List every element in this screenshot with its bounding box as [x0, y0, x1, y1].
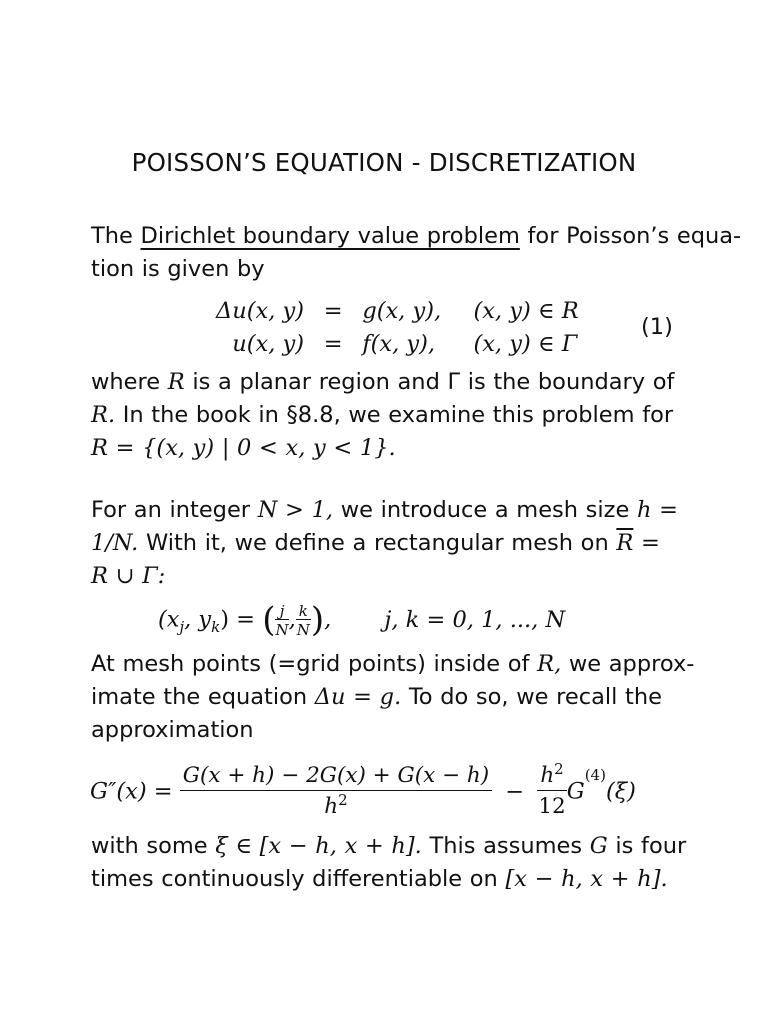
- para3-line1-text: we introduce a mesh size: [340, 497, 630, 523]
- mesh-close: ) =: [220, 606, 256, 633]
- mesh-lhs-open: (x: [158, 606, 180, 633]
- approx-lhs: G″(x) =: [90, 778, 173, 805]
- mesh-frac-j-den: N: [275, 620, 289, 639]
- para2-region-def: R = {(x, y) | 0 < x, y < 1}.: [91, 435, 396, 461]
- para2-line1-text: is a planar region and Γ is the boundary of: [192, 369, 675, 395]
- intro-paragraph: [91, 220, 742, 286]
- intro-before: The: [91, 223, 133, 249]
- approx-numerator: G(x + h) − 2G(x) + G(x − h): [180, 762, 492, 791]
- para3-one-over-N: 1/N.: [91, 530, 139, 556]
- mesh-sub-k: k: [211, 618, 221, 636]
- second-derivative-formula: [90, 759, 636, 821]
- para5-line1-start: with some: [91, 833, 208, 859]
- approx-error-h: h: [540, 763, 555, 788]
- para4-line2-end: To do so, we recall the: [408, 684, 662, 710]
- page-title: POISSON’S EQUATION - DISCRETIZATION: [131, 148, 637, 177]
- approx-error-h-exp: 2: [554, 759, 564, 778]
- approx-G: G: [566, 778, 585, 805]
- approx-error-fraction: [537, 759, 566, 821]
- mesh-frac-j-num: j: [275, 603, 288, 620]
- eq1-row1-lhs: Δu(x, y): [215, 298, 304, 324]
- mesh-close-paren: ): [310, 600, 325, 640]
- mesh-sub-j: j: [179, 618, 185, 636]
- eq1-row2-condition: (x, y) ∈ Γ: [473, 331, 578, 357]
- approx-denominator-exp: 2: [338, 790, 348, 809]
- dirichlet-link[interactable]: Dirichlet boundary value problem: [140, 223, 520, 249]
- para3-line2-text: With it, we define a rectangular mesh on: [145, 530, 609, 556]
- mesh-frac-j: [275, 603, 288, 638]
- mesh-paragraph: [91, 494, 681, 593]
- para3-union: R ∪ Γ:: [91, 563, 166, 589]
- para2-R2: R.: [91, 402, 116, 428]
- equation-row-1: [196, 298, 579, 324]
- equation-number: (1): [641, 314, 673, 340]
- approx-xi: (ξ): [605, 778, 636, 805]
- para3-line1-start: For an integer: [91, 497, 251, 523]
- mesh-frac-k: [296, 603, 311, 638]
- mesh-frac-k-num: k: [296, 603, 311, 620]
- approx-G-order: (4): [584, 766, 606, 784]
- eq1-row1-condition: (x, y) ∈ R: [473, 298, 579, 324]
- para4-line3: approximation: [91, 717, 254, 743]
- para3-Rbar: $\overline{R}$: [616, 530, 634, 556]
- para2-R: R: [167, 369, 185, 395]
- para5-line2-text: times continuously differentiable on: [91, 866, 498, 892]
- region-paragraph: [91, 366, 681, 465]
- mesh-frac-k-den: N: [296, 620, 310, 639]
- equation-row-2: [196, 331, 577, 357]
- mesh-comma-y: , y: [184, 606, 212, 633]
- mesh-open-paren: (: [262, 600, 276, 640]
- para5-xi-interval: ξ ∈ [x − h, x + h].: [215, 833, 422, 859]
- para5-line1-end: is four: [615, 833, 687, 859]
- approx-twelve: 12: [538, 794, 566, 819]
- eq1-row2-equals: =: [323, 331, 343, 357]
- assumption-paragraph: [91, 830, 687, 896]
- para3-equals: =: [640, 530, 660, 556]
- eq1-row1-rhs: g(x, y),: [362, 298, 442, 324]
- para5-G: G: [589, 833, 608, 859]
- mesh-frac-comma: ,: [288, 606, 296, 633]
- para4-equation: Δu = g.: [314, 684, 402, 710]
- para4-line1-start: At mesh points (=grid points) inside of: [91, 651, 530, 677]
- para2-where: where: [91, 369, 161, 395]
- approx-minus: −: [505, 778, 525, 805]
- para4-line1-end: we approx-: [568, 651, 695, 677]
- eq1-row1-equals: =: [323, 298, 343, 324]
- para5-interval: [x − h, x + h].: [505, 866, 668, 892]
- para3-h: h =: [636, 497, 678, 523]
- approx-main-fraction: [180, 762, 492, 821]
- approx-paragraph: [91, 648, 695, 747]
- eq1-row2-lhs: u(x, y): [232, 331, 304, 357]
- para4-line2-start: imate the equation: [91, 684, 308, 710]
- mesh-range: j, k = 0, 1, ..., N: [384, 606, 566, 633]
- approx-denominator: h: [324, 794, 339, 819]
- para5-line1-mid: This assumes: [429, 833, 583, 859]
- eq1-row2-rhs: f(x, y),: [362, 331, 436, 357]
- para3-N: N > 1,: [257, 497, 334, 523]
- intro-after: for Poisson’s equa-: [527, 223, 742, 249]
- mesh-equation: ($x_j$, $y_k$) = ( $\frac{j}{N}$ , $\frac{k}{N}$ ), j, k = 0, 1, ..., N: [158, 600, 566, 640]
- para2-line2-text: In the book in §8.8, we examine this problem for: [122, 402, 674, 428]
- para4-R: R,: [537, 651, 562, 677]
- intro-line2: tion is given by: [91, 256, 265, 282]
